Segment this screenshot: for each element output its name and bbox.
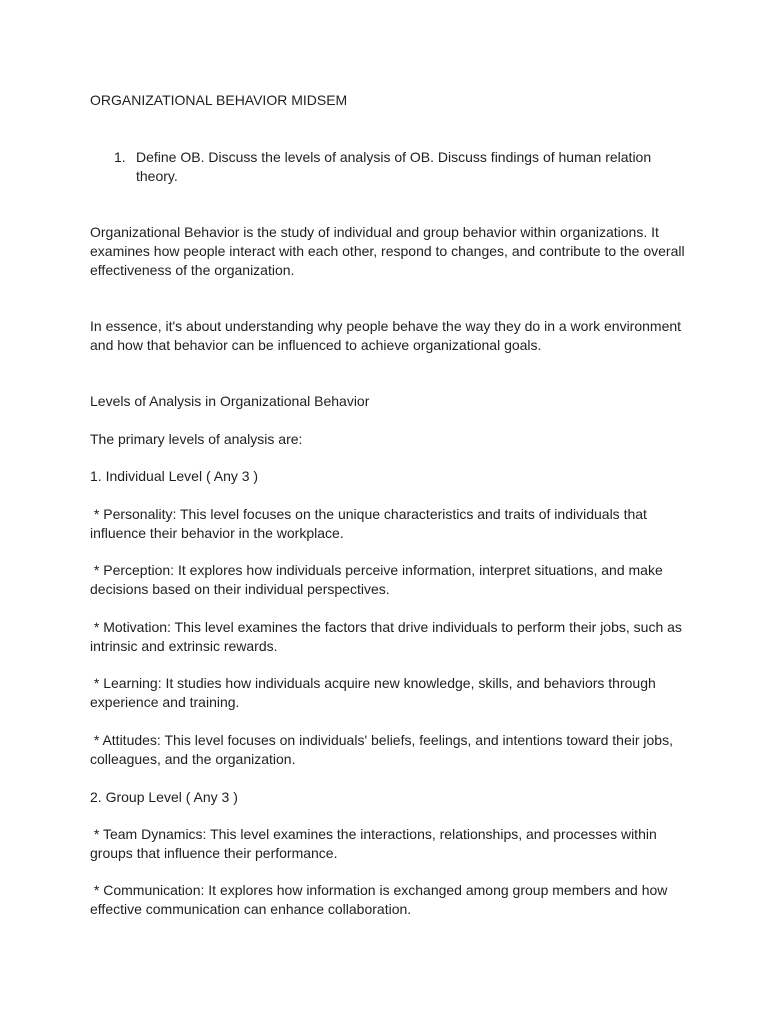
question-text: Define OB. Discuss the levels of analysis of OB. Discuss findings of human relation theory. [136, 149, 652, 184]
individual-item-personality: * Personality: This level focuses on the unique characteristics and traits of individuals that influence their behavior in the workplace. [90, 506, 651, 541]
document-title: ORGANIZATIONAL BEHAVIOR MIDSEM [90, 92, 348, 108]
individual-item-attitudes: * Attitudes: This level focuses on individuals' beliefs, feelings, and intentions toward their jobs, colleagues, and the organization. [90, 732, 677, 767]
group-item-communication: * Communication: It explores how information is exchanged among group members and how effective communication can enhance collaboration. [90, 882, 672, 917]
individual-item-learning: * Learning: It studies how individuals acquire new knowledge, skills, and behaviors through experience and training. [90, 675, 660, 710]
group-level-heading: 2. Group Level ( Any 3 ) [90, 789, 238, 805]
levels-heading: Levels of Analysis in Organizational Behavior [90, 393, 370, 409]
group-item-team-dynamics: * Team Dynamics: This level examines the interactions, relationships, and processes within groups that influence their performance. [90, 826, 661, 861]
individual-item-perception: * Perception: It explores how individuals perceive information, interpret situations, and make decisions based on their individual perspectives. [90, 562, 667, 597]
essence-paragraph: In essence, it's about understanding why people behave the way they do in a work environment and how that behavior can be influenced to achieve organizational goals. [90, 318, 682, 353]
individual-item-motivation: * Motivation: This level examines the factors that drive individuals to perform their jobs, such as intrinsic and extrinsic rewards. [90, 619, 686, 654]
levels-intro: The primary levels of analysis are: [90, 431, 303, 447]
definition-paragraph: Organizational Behavior is the study of individual and group behavior within organizations. It examines how people interact with each other, respond to changes, and contribute to the overall effectiveness of the organization. [90, 224, 685, 278]
individual-level-heading: 1. Individual Level ( Any 3 ) [90, 468, 259, 484]
question-number: 1. [114, 149, 126, 165]
